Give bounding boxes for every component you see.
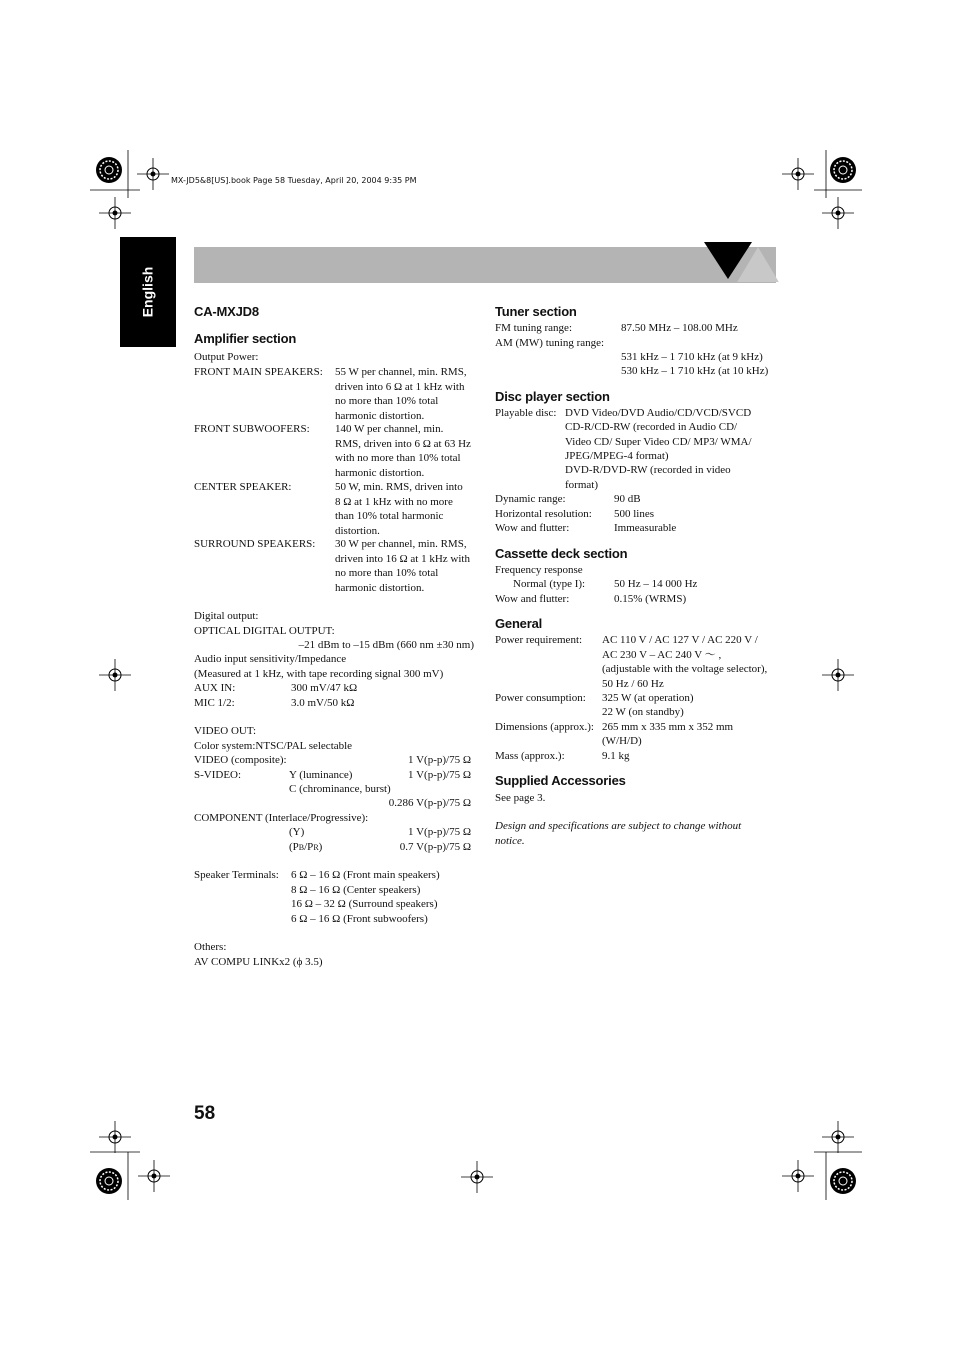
others-label: Others: [194, 941, 227, 953]
mic-value: 3.0 mV/50 kΩ [291, 697, 355, 709]
disclaimer-line: Design and specifications are subject to change without [495, 820, 742, 832]
component-label: COMPONENT (Interlace/Progressive): [194, 812, 369, 824]
svideo-c-label: C (chrominance, burst) [289, 783, 391, 795]
amplifier-heading: Amplifier section [194, 331, 297, 346]
front-main-line: driven into 6 Ω at 1 kHz with [335, 380, 465, 393]
freq-response-label: Frequency response [495, 564, 583, 576]
center-label: CENTER SPEAKER: [194, 481, 292, 493]
component-pbpr-value: 0.7 V(p-p)/75 Ω [399, 841, 471, 853]
front-main-line: harmonic distortion. [335, 409, 425, 422]
am-value: 531 kHz – 1 710 kHz (at 9 kHz) [621, 351, 763, 363]
surround-line: 30 W per channel, min. RMS, [335, 538, 467, 550]
wow-disc-label: Wow and flutter: [495, 522, 570, 534]
front-sub-line: harmonic distortion. [335, 467, 425, 479]
fm-value: 87.50 MHz – 108.00 MHz [621, 322, 738, 334]
front-sub-line: RMS, driven into 6 Ω at 63 Hz [335, 438, 471, 450]
playable-line: format) [565, 479, 598, 491]
aux-value: 300 mV/47 kΩ [291, 682, 358, 694]
normal-label: Normal (type I): [513, 578, 586, 590]
color-system: Color system:NTSC/PAL selectable [194, 740, 353, 752]
video-out-label: VIDEO OUT: [194, 725, 257, 737]
wow-cass-label: Wow and flutter: [495, 593, 570, 605]
dimensions-label: Dimensions (approx.): [495, 721, 594, 733]
power-req-label: Power requirement: [495, 634, 583, 646]
svideo-y-value: 1 V(p-p)/75 Ω [408, 769, 471, 781]
dynamic-value: 90 dB [614, 493, 641, 505]
component-y-label: (Y) [289, 826, 305, 838]
component-pbpr-label: (PB/PR) [289, 841, 323, 853]
front-sub-line: with no more than 10% total [335, 452, 461, 464]
playable-label: Playable disc: [495, 407, 557, 419]
av-compu-link: AV COMPU LINKx2 (ϕ 3.5) [194, 956, 323, 968]
dynamic-label: Dynamic range: [495, 493, 566, 505]
speaker-terminals-line: 16 Ω – 32 Ω (Surround speakers) [291, 898, 438, 910]
svideo-y-label: Y (luminance) [289, 769, 353, 781]
svideo-label: S-VIDEO: [194, 769, 242, 781]
optical-value: –21 dBm to –15 dBm (660 nm ±30 nm) [298, 639, 474, 651]
speaker-terminals-line: 6 Ω – 16 Ω (Front main speakers) [291, 869, 440, 881]
mass-label: Mass (approx.): [495, 750, 565, 762]
am-label: AM (MW) tuning range: [495, 337, 605, 349]
power-cons-line: 325 W (at operation) [602, 692, 694, 704]
playable-line: DVD Video/DVD Audio/CD/VCD/SVCD [565, 407, 752, 419]
language-tab [120, 237, 176, 347]
front-main-line: 55 W per channel, min. RMS, [335, 366, 467, 378]
center-line: 8 Ω at 1 kHz with no more [335, 496, 453, 508]
center-line: than 10% total harmonic [335, 510, 444, 522]
speaker-terminals-line: 6 Ω – 16 Ω (Front subwoofers) [291, 913, 428, 925]
audio-input-label: Audio input sensitivity/Impedance [194, 653, 347, 665]
playable-line: Video CD/ Super Video CD/ MP3/ WMA/ [565, 436, 752, 448]
surround-line: no more than 10% total [335, 567, 439, 579]
language-tab-label: English [139, 266, 156, 318]
component-y-value: 1 V(p-p)/75 Ω [408, 826, 471, 838]
digital-output-label: Digital output: [194, 610, 259, 622]
speaker-terminals-label: Speaker Terminals: [194, 869, 279, 881]
power-req-line: (adjustable with the voltage selector), [602, 663, 768, 675]
front-sub-line: 140 W per channel, min. [335, 423, 444, 435]
file-info-header: MX-JD5&8[US].book Page 58 Tuesday, April 20, 2004 9:35 PM [171, 176, 417, 185]
center-line: 50 W, min. RMS, driven into [335, 481, 463, 493]
center-line: distortion. [335, 525, 380, 537]
normal-value: 50 Hz – 14 000 Hz [614, 578, 698, 590]
front-main-label: FRONT MAIN SPEAKERS: [194, 366, 323, 378]
section-banner [194, 247, 776, 283]
aux-label: AUX IN: [194, 682, 236, 694]
tuner-heading: Tuner section [495, 304, 577, 319]
front-main-line: no more than 10% total [335, 395, 439, 407]
measured-note: (Measured at 1 kHz, with tape recording signal 300 mV) [194, 668, 444, 680]
general-heading: General [495, 616, 543, 631]
dimensions-line: (W/H/D) [602, 735, 642, 747]
front-sub-label: FRONT SUBWOOFERS: [194, 423, 310, 435]
power-req-line: AC 230 V – AC 240 V ～ , [602, 649, 722, 661]
am-value: 530 kHz – 1 710 kHz (at 10 kHz) [621, 365, 769, 377]
wow-cass-value: 0.15% (WRMS) [614, 593, 687, 605]
horizontal-value: 500 lines [614, 508, 655, 520]
dimensions-line: 265 mm x 335 mm x 352 mm [602, 721, 734, 733]
power-req-line: 50 Hz / 60 Hz [602, 678, 664, 690]
video-composite-value: 1 V(p-p)/75 Ω [408, 754, 471, 766]
mic-label: MIC 1/2: [194, 697, 235, 709]
surround-line: harmonic distortion. [335, 582, 425, 594]
cassette-heading: Cassette deck section [495, 546, 628, 561]
speaker-terminals-line: 8 Ω – 16 Ω (Center speakers) [291, 884, 421, 896]
accessories-heading: Supplied Accessories [495, 773, 626, 788]
banner-triangle-icon [700, 242, 780, 282]
fm-label: FM tuning range: [495, 322, 572, 334]
optical-label: OPTICAL DIGITAL OUTPUT: [194, 625, 335, 637]
playable-line: JPEG/MPEG-4 format) [565, 450, 669, 462]
surround-line: driven into 16 Ω at 1 kHz with [335, 553, 470, 565]
svideo-c-value: 0.286 V(p-p)/75 Ω [388, 797, 471, 809]
surround-label: SURROUND SPEAKERS: [194, 538, 316, 550]
power-cons-label: Power consumption: [495, 692, 586, 704]
model-name: CA-MXJD8 [194, 304, 259, 319]
power-req-line: AC 110 V / AC 127 V / AC 220 V / [602, 634, 758, 646]
page-number: 58 [194, 1103, 216, 1124]
power-cons-line: 22 W (on standby) [602, 706, 684, 718]
horizontal-label: Horizontal resolution: [495, 508, 592, 520]
accessories-text: See page 3. [495, 792, 546, 804]
output-power-label: Output Power: [194, 351, 259, 363]
video-composite-label: VIDEO (composite): [194, 754, 287, 766]
disclaimer-line: notice. [495, 835, 525, 847]
playable-line: DVD-R/DVD-RW (recorded in video [565, 464, 731, 476]
playable-line: CD-R/CD-RW (recorded in Audio CD/ [565, 421, 738, 433]
mass-value: 9.1 kg [602, 750, 630, 762]
wow-disc-value: Immeasurable [614, 522, 677, 534]
disc-heading: Disc player section [495, 389, 610, 404]
